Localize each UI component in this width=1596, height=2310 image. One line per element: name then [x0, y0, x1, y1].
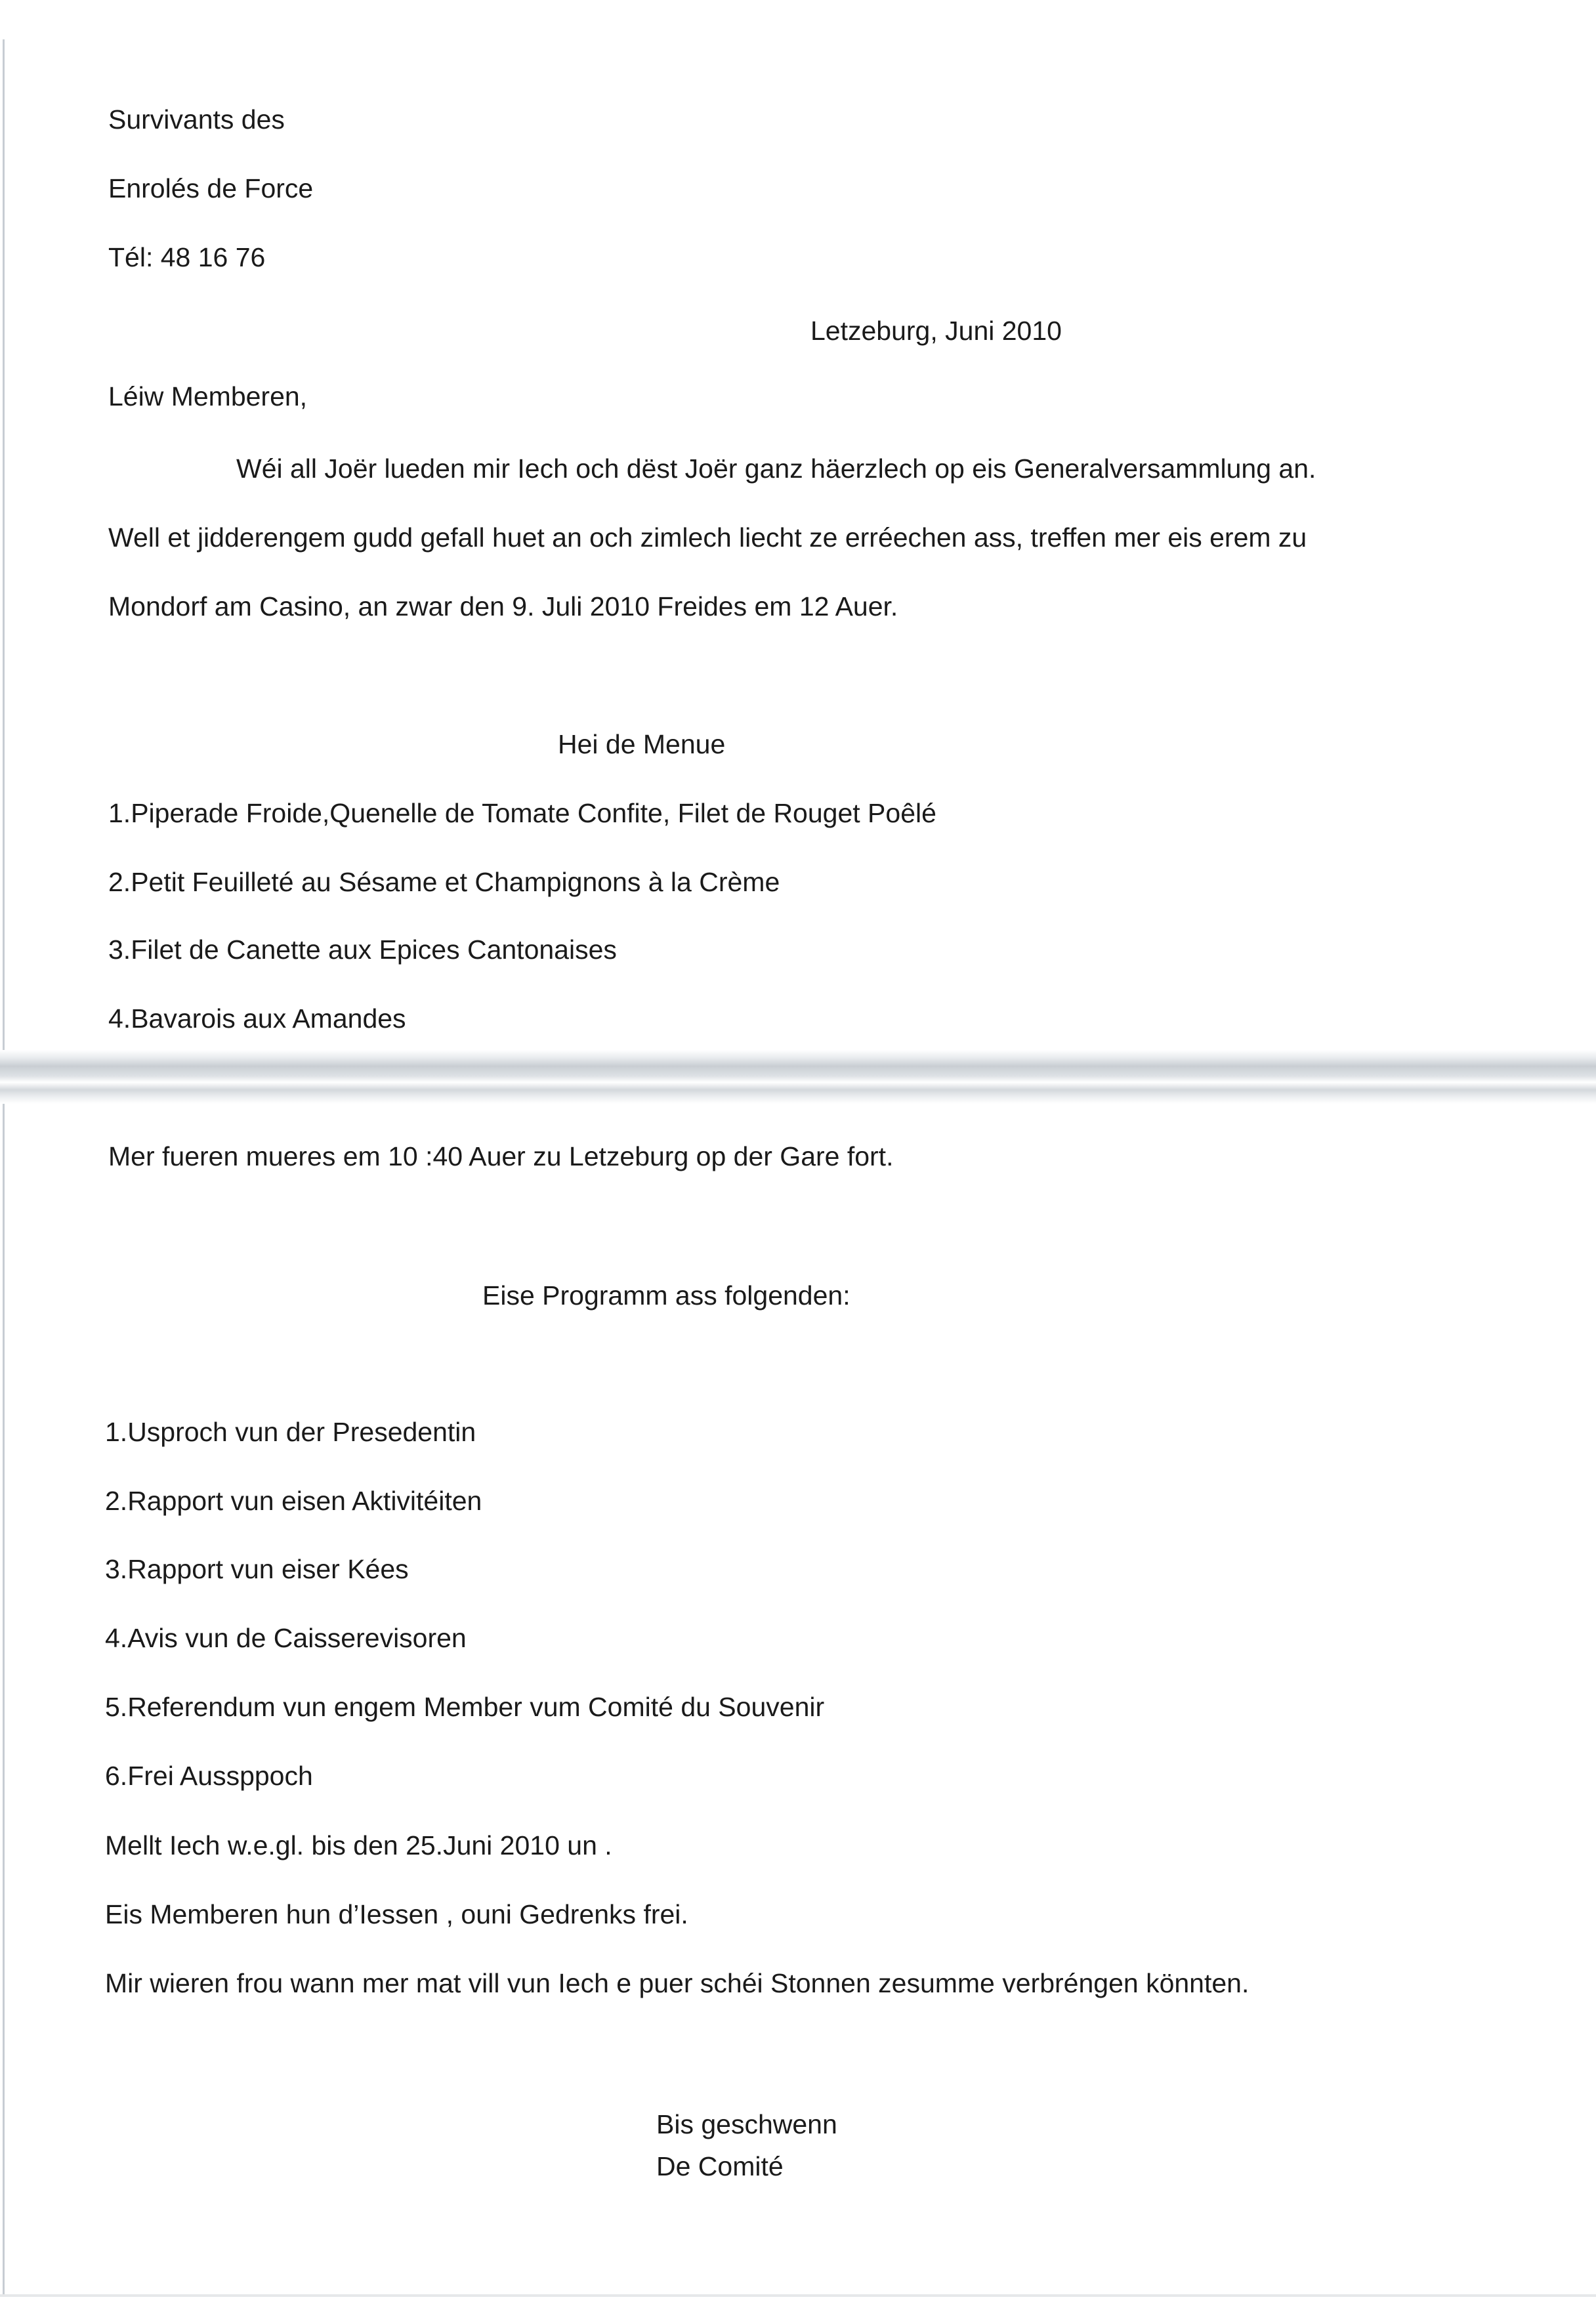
meal-note: Eis Memberen hun d’Iessen , ouni Gedrenks frei. [105, 1899, 688, 1929]
intro-line-2: Well et jidderengem gudd gefall huet an och zimlech liecht ze erréechen ass, treffen mer eis erem zu [108, 522, 1307, 553]
place-date: Letzeburg, Juni 2010 [810, 316, 1062, 346]
program-item: 2.Rapport vun eisen Aktivitéiten [105, 1486, 482, 1516]
menu-item: 1.Piperade Froide,Quenelle de Tomate Confite, Filet de Rouget Poêlé [108, 798, 936, 828]
sender-line-2: Enrolés de Force [108, 173, 314, 203]
registration-note: Mellt Iech w.e.gl. bis den 25.Juni 2010 un . [105, 1830, 612, 1860]
menu-title: Hei de Menue [558, 729, 726, 759]
scan-fold-band [0, 1050, 1596, 1104]
salutation: Léiw Memberen, [108, 381, 308, 411]
signoff-line-2: De Comité [656, 2151, 784, 2181]
program-item: 5.Referendum vun engem Member vum Comité du Souvenir [105, 1692, 825, 1722]
menu-item: 4.Bavarois aux Amandes [108, 1003, 406, 1034]
sender-phone: Tél: 48 16 76 [108, 242, 266, 272]
intro-line-3: Mondorf am Casino, an zwar den 9. Juli 2010 Freides em 12 Auer. [108, 591, 898, 621]
program-title: Eise Programm ass folgenden: [482, 1280, 850, 1311]
intro-line-1: Wéi all Joër lueden mir Iech och dëst Joër ganz häerzlech op eis Generalversammlung an. [236, 453, 1316, 484]
program-item: 1.Usproch vun der Presedentin [105, 1417, 476, 1447]
sender-line-1: Survivants des [108, 104, 285, 135]
departure-info: Mer fueren mueres em 10 :40 Auer zu Letzeburg op der Gare fort. [108, 1141, 894, 1171]
menu-item: 2.Petit Feuilleté au Sésame et Champignons à la Crème [108, 867, 780, 897]
signoff-line-1: Bis geschwenn [656, 2109, 837, 2139]
program-item: 6.Frei Ausspроch [105, 1761, 313, 1791]
program-item: 4.Avis vun de Caisserevisoren [105, 1623, 467, 1653]
program-item: 3.Rapport vun eiser Kées [105, 1554, 409, 1584]
closing-wish: Mir wieren frou wann mer mat vill vun Iech e puer schéi Stonnen zesumme verbréngen könnten. [105, 1968, 1250, 1998]
menu-item: 3.Filet de Canette aux Epices Cantonaises [108, 934, 617, 965]
scan-left-edge [3, 39, 5, 2297]
scan-bottom-edge [0, 2294, 1596, 2297]
